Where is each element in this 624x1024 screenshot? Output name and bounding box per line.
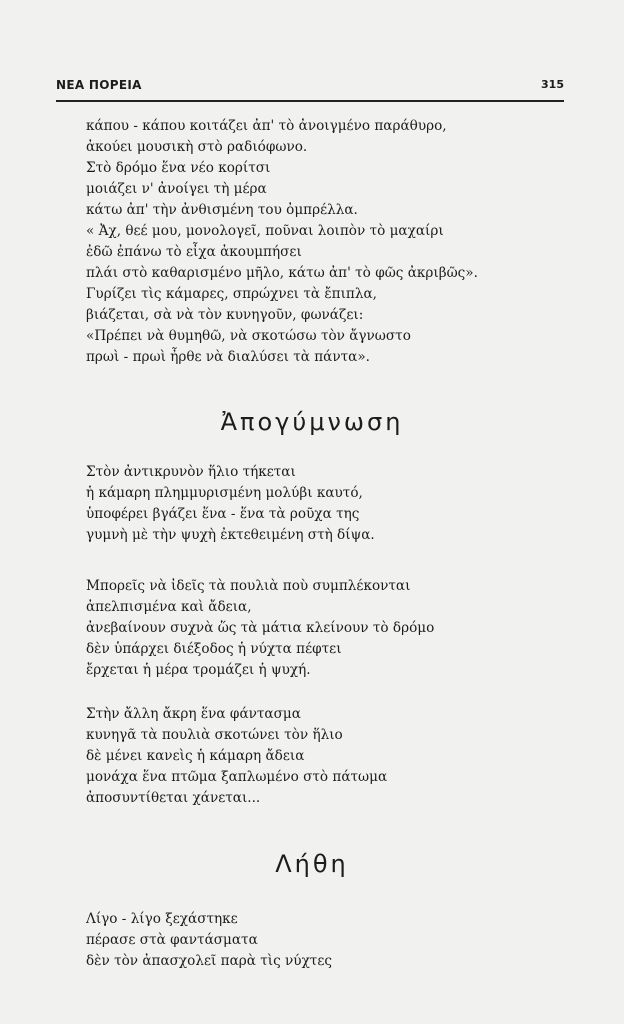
poem-line: Μπορεῖς νὰ ἰδεῖς τὰ πουλιὰ ποὺ συμπλέκονται: [86, 578, 411, 594]
poem-line: πέρασε στὰ φαντάσματα: [86, 932, 258, 948]
poem-line: ἀποσυντίθεται χάνεται...: [86, 790, 261, 806]
poem-line: ἀπελπισμένα καὶ ἄδεια,: [86, 599, 252, 615]
poem-line: μοιάζει ν' ἀνοίγει τὴ μέρα: [86, 181, 267, 197]
poem-line: κάπου - κάπου κοιτάζει ἀπ' τὸ ἀνοιγμένο παράθυρο,: [86, 118, 447, 134]
poem-line: δὲ μένει κανεὶς ἡ κάμαρη ἄδεια: [86, 748, 305, 764]
stanza: [86, 909, 332, 972]
poem-title: Λήθη: [275, 850, 349, 878]
stanza-continued: [86, 116, 478, 368]
poem-line: « Ἀχ, θεέ μου, μονολογεῖ, ποῦναι λοιπὸν τὸ μαχαίρι: [86, 223, 444, 239]
poem-line: ἔρχεται ἡ μέρα τρομάζει ἡ ψυχή.: [86, 662, 311, 678]
poem-line: δὲν ὑπάρχει διέξοδος ἡ νύχτα πέφτει: [86, 641, 342, 657]
poem-line: Στὸ δρόμο ἕνα νέο κορίτσι: [86, 160, 271, 176]
page-number: 315: [541, 78, 564, 91]
poem-line: γυμνὴ μὲ τὴν ψυχὴ ἐκτεθειμένη στὴ δίψα.: [86, 527, 375, 543]
poem-line: ἀκούει μουσικὴ στὸ ραδιόφωνο.: [86, 139, 308, 155]
poem-line: ἡ κάμαρη πλημμυρισμένη μολύβι καυτό,: [86, 485, 363, 501]
poem-line: Γυρίζει τὶς κάμαρες, σπρώχνει τὰ ἔπιπλα,: [86, 286, 377, 302]
poem-line: Στὴν ἄλλη ἄκρη ἕνα φάντασμα: [86, 706, 301, 722]
stanza: [86, 704, 387, 809]
header-rule: [56, 100, 564, 102]
stanza: [86, 462, 375, 546]
poem-line: βιάζεται, σὰ νὰ τὸν κυνηγοῦν, φωνάζει:: [86, 307, 364, 323]
poem-line: ἀνεβαίνουν συχνὰ ὥς τὰ μάτια κλείνουν τὸ δρόμο: [86, 620, 435, 636]
poem-line: κυνηγᾶ τὰ πουλιὰ σκοτώνει τὸν ἥλιο: [86, 727, 343, 743]
poem-line: ὑποφέρει βγάζει ἕνα - ἕνα τὰ ροῦχα της: [86, 506, 360, 522]
poem-title: Ἀπογύμνωση: [220, 408, 404, 436]
poem-line: «Πρέπει νὰ θυμηθῶ, νὰ σκοτώσω τὸν ἄγνωστο: [86, 328, 411, 344]
journal-title: ΝΕΑ ΠΟΡΕΙΑ: [56, 78, 142, 92]
poem-line: πλάι στὸ καθαρισμένο μῆλο, κάτω ἀπ' τὸ φῶς ἀκριβῶς».: [86, 265, 478, 281]
poem-line: ἐδῶ ἐπάνω τὸ εἶχα ἀκουμπήσει: [86, 244, 302, 260]
poem-line: κάτω ἀπ' τὴν ἀνθισμένη του ὀμπρέλλα.: [86, 202, 358, 218]
stanza: [86, 576, 434, 681]
poem-line: Στὸν ἀντικρυνὸν ἥλιο τήκεται: [86, 464, 296, 480]
poem-line: μονάχα ἕνα πτῶμα ξαπλωμένο στὸ πάτωμα: [86, 769, 388, 785]
poem-line: δὲν τὸν ἀπασχολεῖ παρὰ τὶς νύχτες: [86, 953, 332, 969]
running-head: [56, 78, 564, 98]
poem-line: πρωὶ - πρωὶ ἦρθε νὰ διαλύσει τὰ πάντα».: [86, 349, 370, 365]
poem-line: Λίγο - λίγο ξεχάστηκε: [86, 911, 238, 927]
